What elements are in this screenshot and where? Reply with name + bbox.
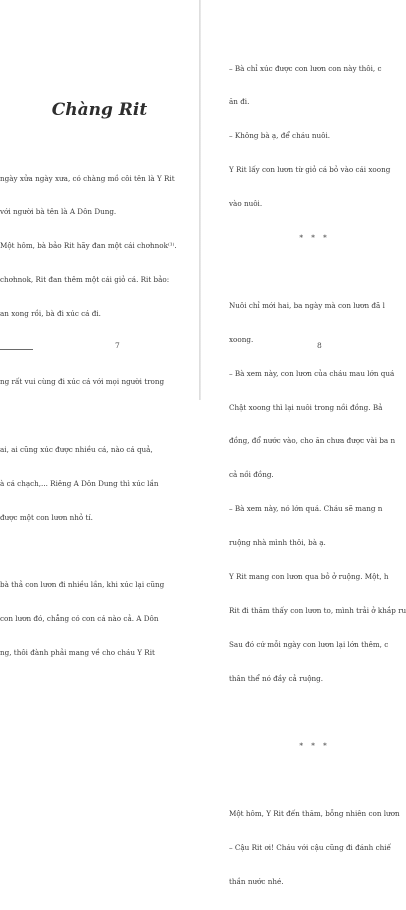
text-line: bà thả con lươn đi nhiều lần, khi xúc lại cũng [0,580,165,590]
right-page [201,0,406,886]
left-page [0,0,199,658]
section-break: * * * [299,233,330,243]
text-line: – Không bà ạ, để cháu nuôi. [229,131,331,141]
text-line: – Bà xem này, con lươn của cháu mau lớn quá [229,368,395,378]
text-line: ng rất vui cùng đi xúc cá với mọi người trong [0,376,165,386]
text-line: vào nuôi. [229,199,263,209]
text-line: con lươn đó, chẳng có con cá nào cả. A Dôn [0,614,159,624]
section-break: * * * [299,741,330,751]
chapter-title: Chàng Rit [51,100,148,120]
text-line: xoong. [229,334,254,344]
text-line [229,774,406,785]
text-line: cả nồi đồng. [229,470,274,480]
text-line: ai, ai cũng xúc được nhiều cá, nào cá quả, [0,444,153,454]
text-line: ng, thôi đành phải mang về cho cháu Y Rit [0,648,155,658]
text-line: ngày xửa ngày xưa, có chàng mồ côi tên là Y Rit [0,173,175,183]
text-line: chơhnok, Rit đan thêm một cái giỏ cá. Rit bảo: [0,275,170,285]
text-line: à cá chạch,... Riêng A Dôn Dung thì xúc lần [0,478,159,488]
text-line: – Bà chỉ xúc được con lươn con này thôi, c [229,63,382,73]
text-line: an xong rồi, bà đi xúc cá đi. [0,309,101,319]
text-line: được một con lươn nhỏ tí. [0,512,93,522]
page-number: 8 [317,341,322,350]
text-line: ruộng nhà mình thôi, bà ạ. [229,538,326,548]
right-page-body [229,40,406,910]
text-line: Một hôm, Y Rit đến thăm, bỗng nhiên con lươn [229,809,400,819]
text-line: với người bà tên là A Dôn Dung. [0,207,117,217]
text-line: – Cậu Rit ơi! Cháu với cậu cũng đi đánh chiế [229,843,391,853]
text-line [229,707,406,718]
text-line [229,266,406,277]
page-number: 7 [115,341,120,350]
text-line: Nuôi chỉ mới hai, ba ngày mà con lươn đã l [229,300,385,310]
footnote-rule [0,349,33,350]
text-line: ăn đi. [229,97,250,107]
left-page-body [0,150,177,681]
text-line: thần nước nhé. [229,876,284,886]
text-line: Rit đi thăm thấy con lươn to, mình trải ở khắp ru [229,605,406,615]
text-line: – Bà xem này, nó lớn quá. Cháu sẽ mang n [229,504,383,514]
text-line: Y Rit lấy con lươn từ giỏ cá bỏ vào cái xoong [229,165,391,175]
text-line: Sau đó cứ mỗi ngày con lươn lại lớn thêm, c [229,639,389,649]
text-line: Y Rit mang con lươn qua bỏ ở ruộng. Một, h [229,571,389,581]
text-line [0,342,177,353]
text-line: đồng, đổ nước vào, cho ăn chưa được vài ba n [229,436,396,446]
text-line [0,410,177,421]
text-line: thân thể nó đầy cả ruộng. [229,673,324,683]
text-line: Chật xoong thì lại nuôi trong nồi đồng. Bả [229,402,383,412]
text-line: Một hôm, bà bảo Rit hãy đan một cái chơhnok⁽¹⁾. [0,241,177,251]
text-line [0,545,177,556]
